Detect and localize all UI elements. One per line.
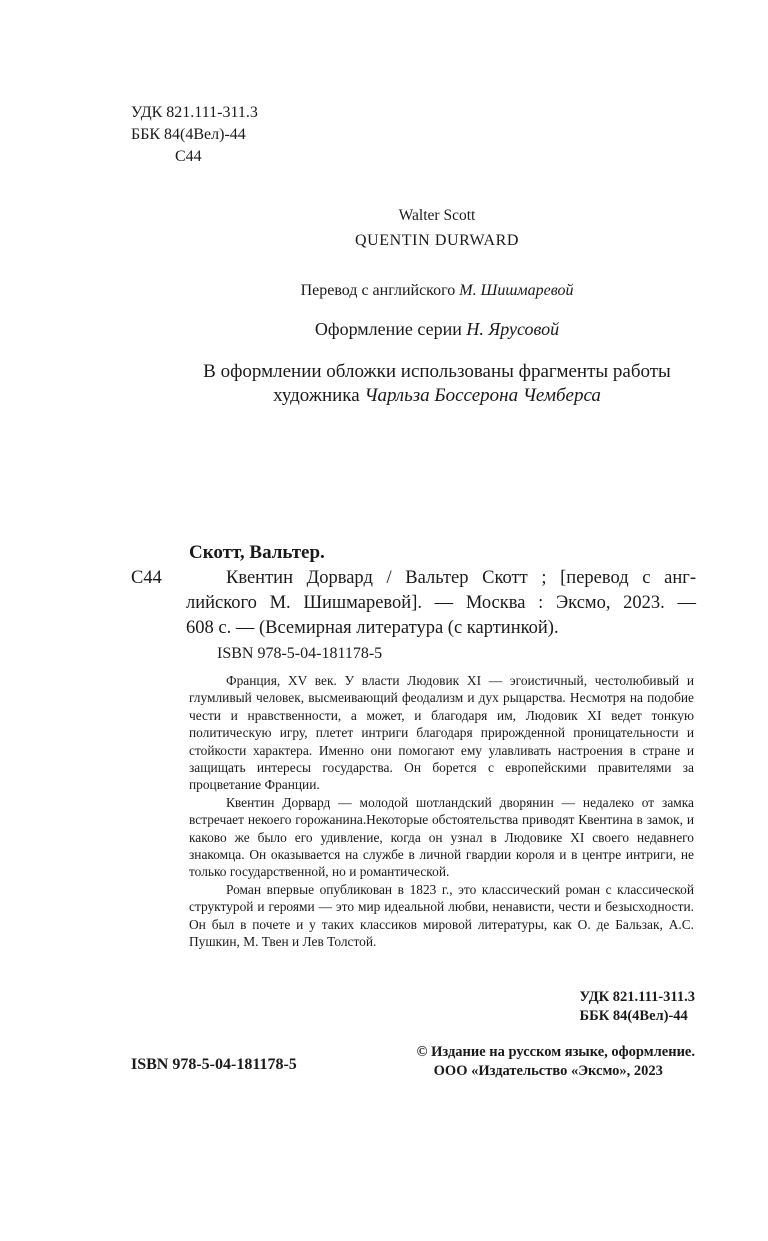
catalog-author-sign: С44: [131, 568, 162, 588]
annotation-paragraph: Роман впервые опубликован в 1823 г., это классический роман с классической структурой и героями — это мир идеальной любви, ненависти, чести и безысходности. Он был в почете и у таких классиков мировой литературы, как О. де Бальзак, А.С. Пушкин, М. Твен и Лев Толстой.: [189, 881, 694, 950]
catalog-line3: 608 с. — (Всемирная литература (с картинкой).: [186, 618, 559, 638]
bottom-classification-block: [580, 988, 695, 1026]
cover-artist-name: Чарльза Боссерона Чемберса: [364, 385, 601, 406]
cover-credit-line1: В оформлении обложки использованы фрагменты работы: [203, 361, 671, 382]
copyright-notice: [417, 1043, 695, 1081]
udk-code-bottom: УДК 821.111-311.3: [579, 989, 695, 1005]
catalog-author: Скотт, Вальтер.: [189, 542, 325, 563]
footer-isbn: ISBN 978-5-04-181178-5: [131, 1056, 297, 1073]
catalog-isbn: ISBN 978-5-04-181178-5: [217, 645, 383, 662]
original-title: QUENTIN DURWARD: [354, 232, 520, 249]
udk-code-top: УДК 821.111-311.3: [131, 104, 258, 121]
designer-name: Н. Ярусовой: [466, 319, 560, 339]
annotation: [189, 672, 694, 951]
design-prefix: Оформление серии: [314, 319, 462, 339]
catalog-line2: лийского М. Шишмаревой]. — Москва : Эксмо, 2023. —: [186, 593, 696, 613]
translation-prefix: Перевод с английского: [300, 282, 456, 299]
bbk-code-top: ББК 84(4Вел)-44: [131, 126, 246, 143]
cover-credit-line2: [53, 384, 768, 408]
annotation-paragraph: Квентин Дорвард — молодой шотландский дворянин — недалеко от замка встречает некоего горожанина.Некоторые обстоятельства приводят Квентина в замок, и каково же было его удивление, когда он узнал в Людовике XI своего недавнего знакомца. Он оказывается на службе в личной гвардии короля и в центре интриги, не только государственной, но и романтической.: [189, 794, 694, 880]
author-sign-top: С44: [175, 148, 202, 165]
bbk-code-bottom: ББК 84(4Вел)-44: [579, 1008, 688, 1024]
cover-credit-prefix: художника: [273, 385, 360, 406]
copyright-line1: © Издание на русском языке, оформление.: [416, 1044, 695, 1060]
translation-credit: [0, 282, 768, 300]
catalog-description: [186, 566, 696, 641]
original-author: Walter Scott: [398, 207, 476, 224]
annotation-paragraph: Франция, XV век. У власти Людовик XI — эгоистичный, честолюбивый и глумливый человек, высмеивающий феодализм и дух рыцарства. Несмотря на подобие чести и нравственности, а может, и благодаря им, Людовик XI ведет тонкую политическую игру, плетет интриги благодаря прирожденной проницательности и стойкости характера. Именно они помогают ему улавливать настроения в стране и защищать интересы государства. Он борется с европейскими правителями за процветание Франции.: [189, 673, 694, 793]
series-design-credit: [0, 319, 768, 340]
catalog-line1: Квентин Дорвард / Вальтер Скотт ; [перевод с анг-: [226, 568, 696, 588]
translator-name: М. Шишмаревой: [459, 282, 574, 299]
copyright-line2: ООО «Издательство «Эксмо», 2023: [433, 1063, 663, 1079]
top-classification-block: [131, 102, 258, 168]
cover-credit: [0, 360, 768, 408]
